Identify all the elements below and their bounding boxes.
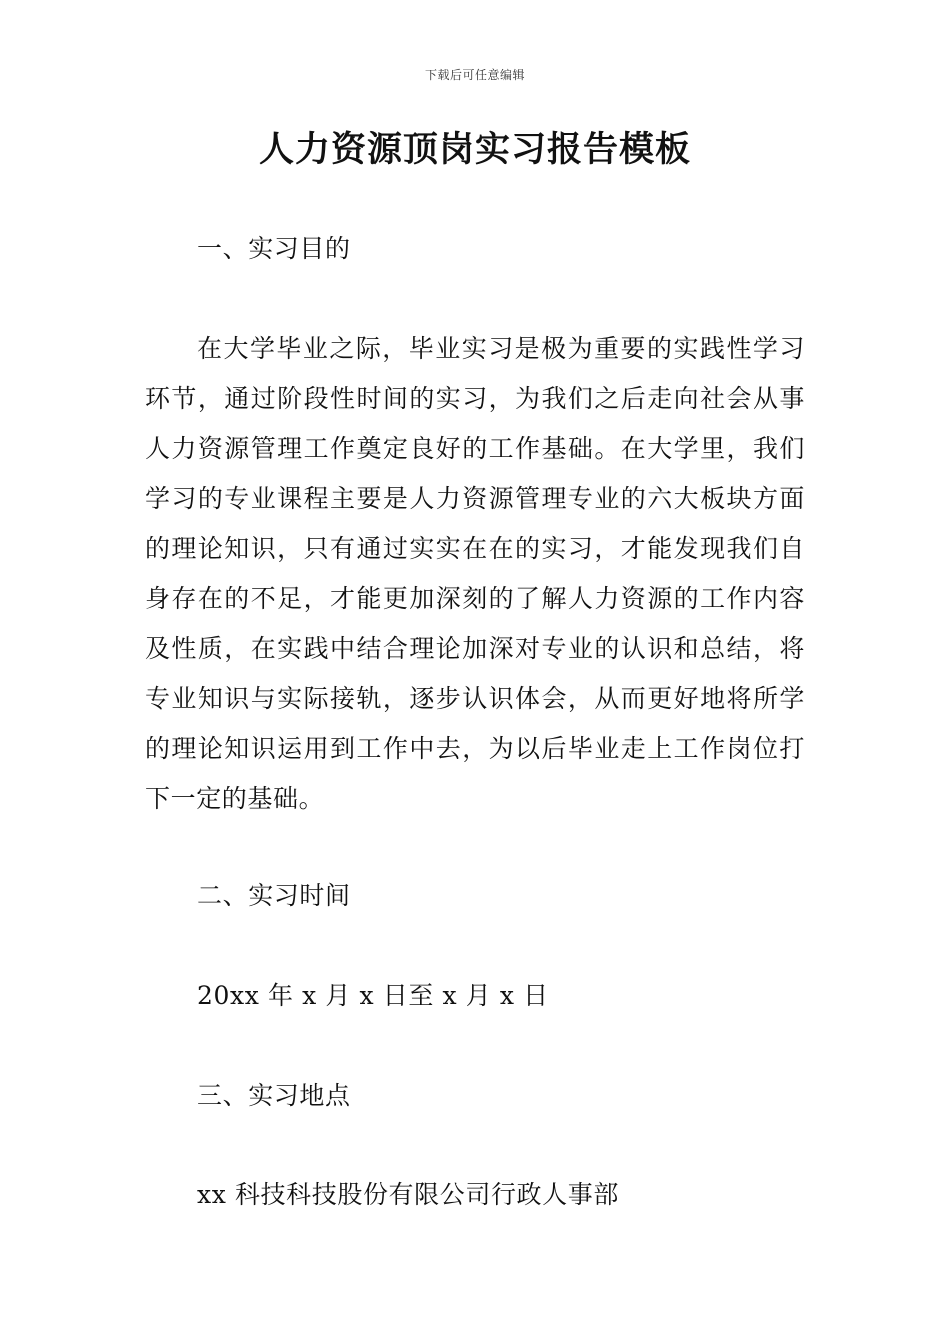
section-body-purpose: 在大学毕业之际，毕业实习是极为重要的实践性学习环节，通过阶段性时间的实习，为我们之后走向社会从事人力资源管理工作奠定良好的工作基础。在大学里，我们学习的专业课程主要是人力资源管理专业的六大板块方面的理论知识，只有通过实实在在的实习，才能发现我们自身存在的不足，才能更加深刻的了解人力资源的工作内容及性质，在实践中结合理论加深对专业的认识和总结，将专业知识与实际接轨，逐步认识体会，从而更好地将所学的理论知识运用到工作中去，为以后毕业走上工作岗位打下一定的基础。	[145, 334, 805, 813]
section-heading-purpose: 一、实习目的	[197, 234, 351, 263]
header-note: 下载后可任意编辑	[424, 68, 525, 82]
document-title: 人力资源顶岗实习报告模板	[258, 130, 691, 170]
section-body-location: xx 科技科技股份有限公司行政人事部	[197, 1180, 619, 1209]
section-heading-location: 三、实习地点	[197, 1081, 351, 1110]
section-body-time: 20xx 年 x 月 x 日至 x 月 x 日	[197, 981, 549, 1010]
section-heading-time: 二、实习时间	[197, 881, 351, 910]
